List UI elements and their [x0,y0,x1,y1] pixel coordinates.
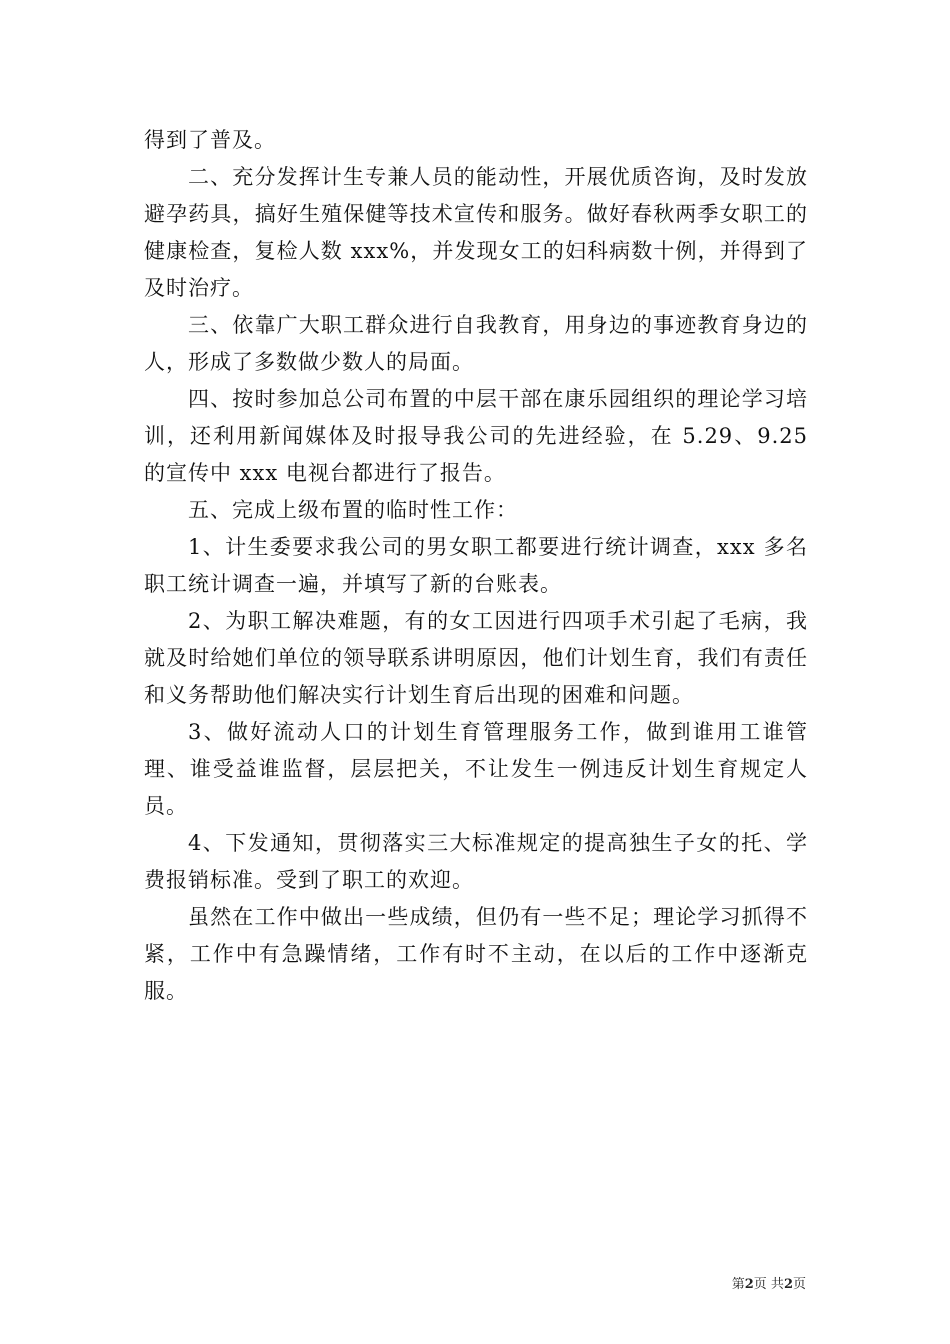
paragraph-continuation: 得到了普及。 [144,128,276,152]
paragraph-subitem-4: 4、下发通知，贯彻落实三大标准规定的提高独生子女的托、学费报销标准。受到了职工的欢迎。 [144,831,808,892]
total-pages-number: 2 [783,1277,793,1292]
paragraph-item-4: 四、按时参加总公司布置的中层干部在康乐园组织的理论学习培训，还利用新闻媒体及时报导我公司的先进经验，在 5.29、9.25 的宣传中 xxx 电视台都进行了报告。 [144,387,808,485]
document-body [144,122,808,1010]
footer-suffix: 页 [792,1277,806,1292]
paragraph-item-2: 二、充分发挥计生专兼人员的能动性，开展优质咨询，及时发放避孕药具，搞好生殖保健等技术宣传和服务。做好春秋两季女职工的健康检查，复检人数 xxx%，并发现女工的妇科病数十例，并得到了及时治疗。 [144,165,808,300]
paragraph-item-5: 五、完成上级布置的临时性工作： [188,498,518,522]
paragraph-subitem-2: 2、为职工解决难题，有的女工因进行四项手术引起了毛病，我就及时给她们单位的领导联系讲明原因，他们计划生育，我们有责任和义务帮助他们解决实行计划生育后出现的困难和问题。 [144,609,808,707]
current-page-number: 2 [744,1277,754,1292]
footer-prefix: 第 [731,1277,745,1292]
paragraph-conclusion: 虽然在工作中做出一些成绩，但仍有一些不足；理论学习抓得不紧，工作中有急躁情绪，工作有时不主动，在以后的工作中逐渐克服。 [144,905,808,1003]
footer-middle: 页 共 [753,1277,784,1292]
page-footer [732,1276,806,1294]
paragraph-subitem-1: 1、计生委要求我公司的男女职工都要进行统计调查，xxx 多名职工统计调查一遍，并填写了新的台账表。 [144,535,808,596]
paragraph-item-3: 三、依靠广大职工群众进行自我教育，用身边的事迹教育身边的人，形成了多数做少数人的局面。 [144,313,808,374]
paragraph-subitem-3: 3、做好流动人口的计划生育管理服务工作，做到谁用工谁管理、谁受益谁监督，层层把关，不让发生一例违反计划生育规定人员。 [144,720,808,818]
